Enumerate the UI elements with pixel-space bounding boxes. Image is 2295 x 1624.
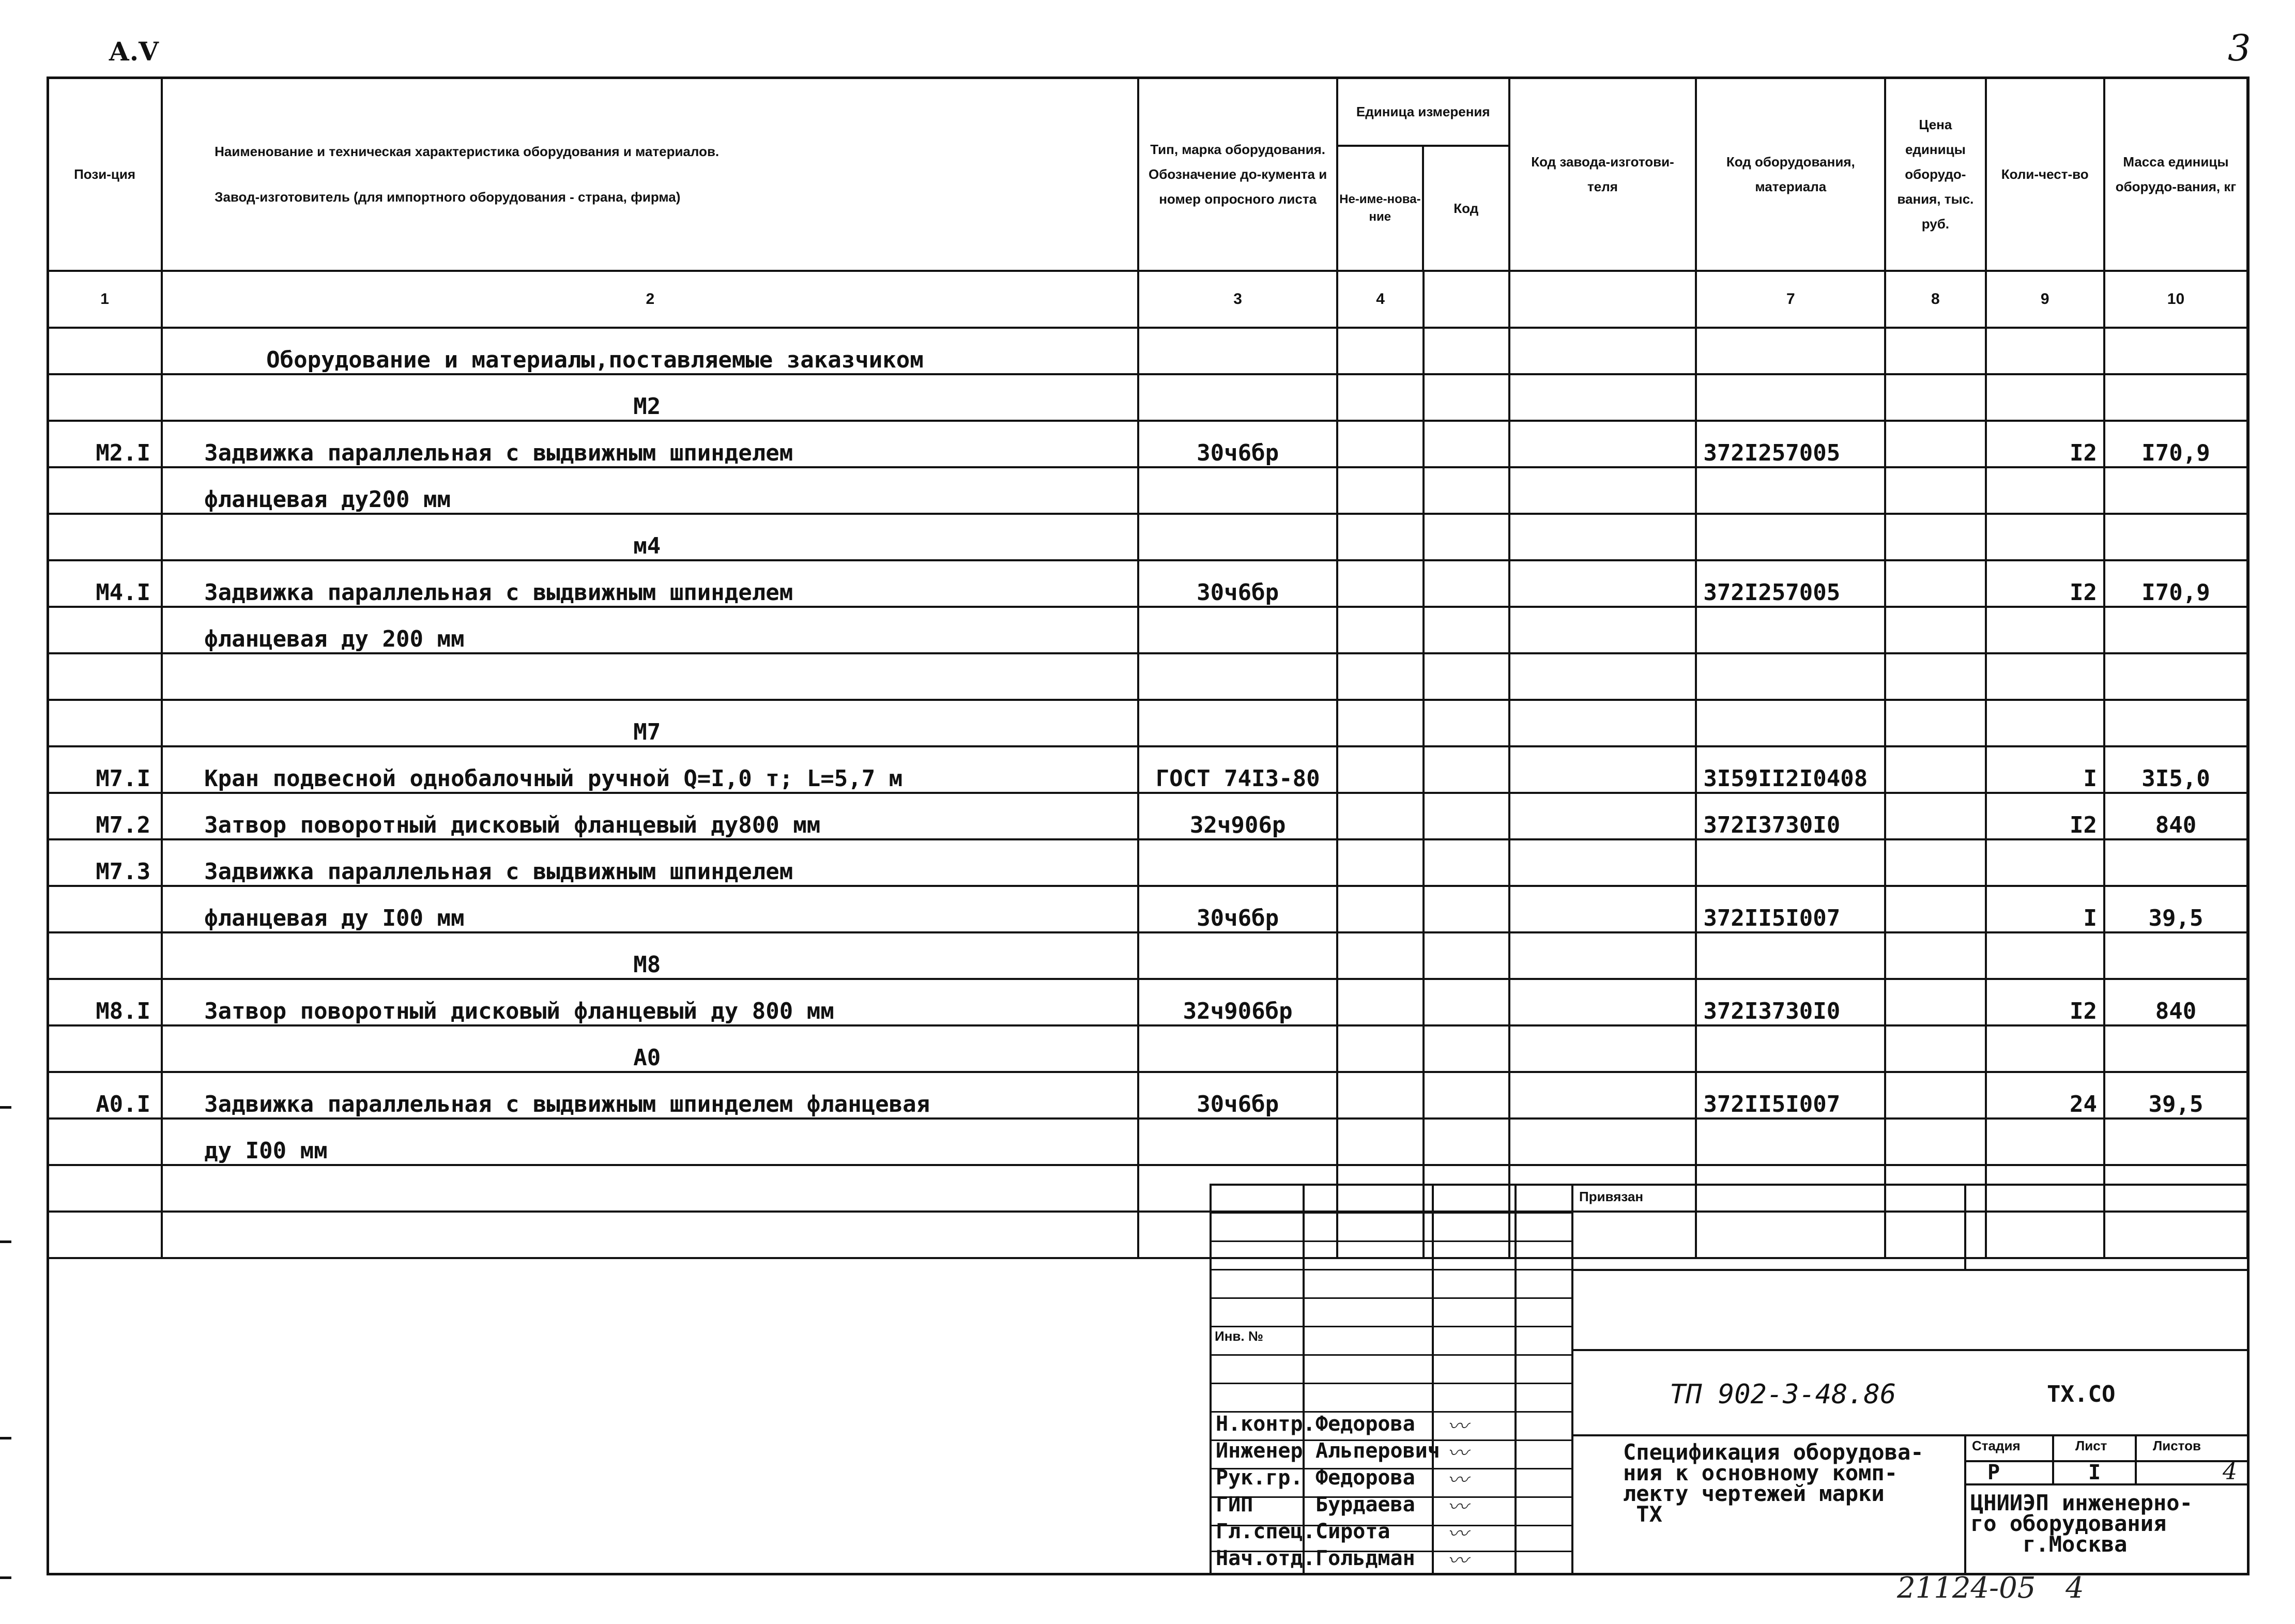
cell-type: 30ч6бр [1138,421,1337,467]
spec-table [47,76,2248,1259]
cell-pos [48,700,162,746]
cell-type [1138,653,1337,700]
cell-unit-code [1424,700,1509,746]
cell-price [1885,700,1985,746]
cell-unit-code [1424,421,1509,467]
doc-title: Спецификация оборудова- ния к основному комп- лекту чертежей марки ТХ [1623,1439,1924,1527]
doc-code: ТП 902-3-48.86 [1670,1379,1896,1410]
cell-type [1138,467,1337,514]
cell-qty: I2 [1986,421,2104,467]
column-number-row [48,271,2247,328]
cell-pos: М2.I [48,421,162,467]
cell-unit-code [1424,1119,1509,1165]
cell-factory-code [1509,839,1696,886]
cell-unit-name [1337,932,1424,979]
cell-name: Задвижка параллельная с выдвижным шпинделем фланцевая [162,1072,1138,1119]
cell-type: 30ч6бр [1138,560,1337,607]
section-row [48,932,2247,979]
cell-equip-code [1696,328,1885,374]
cell-unit-name [1337,839,1424,886]
cell-equip-code [1696,607,1885,653]
header-price: Цена единицы оборудо-вания, тыс. руб. [1885,78,1985,271]
header-equip-code: Код оборудования, материала [1696,78,1885,271]
cell-qty [1986,328,2104,374]
spec-body [48,328,2247,1258]
cell-factory-code [1509,932,1696,979]
table-header-row [48,78,2247,271]
cell-equip-code: 3I59II2I0408 [1696,746,1885,793]
cell-mass [2104,932,2247,979]
cell-name [162,1212,1138,1258]
signature: 〰 [1447,1415,1468,1438]
cell-unit-code [1424,560,1509,607]
cell-pos [48,607,162,653]
signature: 〰 [1447,1549,1468,1573]
header-unit-title: Единица измерения [1338,79,1508,147]
header-name-line1: Наименование и техническая характеристика оборудования и материалов. [215,144,720,159]
cell-pos: М7.3 [48,839,162,886]
cell-mass [2104,467,2247,514]
organization: ЦНИИЭП инженерно- го оборудования г.Москва [1970,1490,2193,1557]
cell-equip-code [1696,839,1885,886]
sheets-value: 4 [2223,1459,2237,1485]
cell-unit-name [1337,560,1424,607]
staff-role: Рук.гр. [1216,1466,1303,1490]
staff-role: Н.контр. [1216,1412,1315,1436]
signature: 〰 [1447,1522,1468,1546]
cell-factory-code [1509,514,1696,560]
section-row [48,514,2247,560]
staff-role: ГИП [1216,1493,1253,1516]
cell-equip-code: 372I3730I0 [1696,979,1885,1025]
table-row [48,839,2247,886]
cell-price [1885,839,1985,886]
cell-unit-code [1424,1072,1509,1119]
table-row [48,1119,2247,1165]
cell-pos: М4.I [48,560,162,607]
cell-qty [1986,1025,2104,1072]
header-qty: Коли-чест-во [1986,78,2104,271]
cell-name: фланцевая ду 200 мм [162,607,1138,653]
signature: 〰 [1447,1468,1468,1492]
corner-mark: А.V [109,36,159,67]
cell-type [1138,700,1337,746]
cell-qty [1986,653,2104,700]
cell-unit-code [1424,979,1509,1025]
cell-unit-code [1424,932,1509,979]
cell-pos [48,328,162,374]
section-title: М8 [162,932,1138,979]
staff-name: Гольдман [1315,1546,1415,1570]
header-factory-code: Код завода-изготови-теля [1509,78,1696,271]
cell-mass [2104,514,2247,560]
cell-mass [2104,1119,2247,1165]
col-num [1509,271,1696,328]
cell-mass [2104,653,2247,700]
cell-price [1885,1072,1985,1119]
cell-factory-code [1509,1072,1696,1119]
cell-price [1885,886,1985,932]
cell-pos: А0.I [48,1072,162,1119]
cell-unit-name [1337,328,1424,374]
cell-qty [1986,839,2104,886]
cell-price [1885,979,1985,1025]
cell-unit-name [1337,746,1424,793]
archive-code-sheet: 4 [2066,1571,2084,1605]
inv-no-label: Инв. № [1215,1328,1263,1344]
section-row [48,374,2247,421]
cell-pos [48,1212,162,1258]
margin-tick [0,1106,11,1109]
cell-type: ГОСТ 74I3-80 [1138,746,1337,793]
staff-name: Бурдаева [1315,1493,1415,1516]
cell-type: 32ч906бр [1138,979,1337,1025]
cell-equip-code: 372II5I007 [1696,1072,1885,1119]
cell-price [1885,467,1985,514]
cell-type [1138,932,1337,979]
header-unit [1337,78,1509,271]
cell-qty [1986,374,2104,421]
cell-factory-code [1509,793,1696,839]
cell-pos: М8.I [48,979,162,1025]
cell-mass: I70,9 [2104,560,2247,607]
section-title: М7 [162,700,1138,746]
cell-unit-name [1337,607,1424,653]
signature: 〰 [1447,1495,1468,1519]
cell-unit-code [1424,746,1509,793]
cell-qty: I2 [1986,793,2104,839]
cell-unit-code [1424,607,1509,653]
cell-type [1138,328,1337,374]
cell-name: ду I00 мм [162,1119,1138,1165]
cell-pos [48,1025,162,1072]
doc-mark: ТХ.СО [2047,1381,2116,1407]
cell-price [1885,374,1985,421]
sheet-number: 3 [2228,27,2251,69]
sheets-label: Листов [2153,1438,2201,1453]
cell-type: 30ч6бр [1138,1072,1337,1119]
cell-type [1138,374,1337,421]
staff-role: Нач.отд. [1216,1546,1315,1570]
col-num [1424,271,1509,328]
cell-qty [1986,932,2104,979]
header-unit-name: Не-име-нова-ние [1338,147,1424,270]
cell-equip-code [1696,653,1885,700]
col-num: 10 [2104,271,2247,328]
cell-qty: I [1986,746,2104,793]
cell-pos: М7.2 [48,793,162,839]
cell-mass [2104,607,2247,653]
signature: 〰 [1447,1442,1468,1465]
section-title: А0 [162,1025,1138,1072]
table-row [48,607,2247,653]
cell-type: 30ч6бр [1138,886,1337,932]
col-num: 1 [48,271,162,328]
cell-qty: I2 [1986,979,2104,1025]
cell-unit-name [1337,514,1424,560]
group-row [48,328,2247,374]
cell-unit-name [1337,793,1424,839]
cell-name: фланцевая ду I00 мм [162,886,1138,932]
cell-price [1885,607,1985,653]
table-row [48,746,2247,793]
cell-name: фланцевая ду200 мм [162,467,1138,514]
cell-price [1885,1119,1985,1165]
archive-code-number: 21124-05 [1897,1571,2036,1605]
cell-name: Задвижка параллельная с выдвижным шпинделем [162,839,1138,886]
cell-type [1138,1119,1337,1165]
stage-value: Р [1987,1461,2000,1484]
col-num: 9 [1986,271,2104,328]
header-type: Тип, марка оборудования. Обозначение до-кумента и номер опросного листа [1138,78,1337,271]
staff-role: Гл.спец. [1216,1520,1315,1543]
cell-type [1138,607,1337,653]
cell-equip-code [1696,932,1885,979]
table-row [48,1072,2247,1119]
cell-factory-code [1509,979,1696,1025]
cell-price [1885,328,1985,374]
cell-equip-code: 372I257005 [1696,421,1885,467]
cell-name: Задвижка параллельная с выдвижным шпинделем [162,421,1138,467]
cell-pos [48,374,162,421]
cell-unit-name [1337,1072,1424,1119]
cell-factory-code [1509,467,1696,514]
group-title: Оборудование и материалы,поставляемые заказчиком [162,328,1138,374]
cell-unit-name [1337,886,1424,932]
cell-name: Затвор поворотный дисковый фланцевый ду 800 мм [162,979,1138,1025]
section-title: М2 [162,374,1138,421]
table-row [48,793,2247,839]
cell-mass: 39,5 [2104,1072,2247,1119]
table-row [48,467,2247,514]
stage-label: Стадия [1972,1438,2021,1453]
cell-mass: 3I5,0 [2104,746,2247,793]
staff-role: Инженер [1216,1439,1303,1463]
cell-unit-code [1424,886,1509,932]
cell-equip-code [1696,514,1885,560]
cell-unit-code [1424,839,1509,886]
col-num: 2 [162,271,1138,328]
cell-price [1885,1025,1985,1072]
cell-mass [2104,328,2247,374]
cell-unit-name [1337,700,1424,746]
cell-factory-code [1509,1025,1696,1072]
cell-unit-code [1424,653,1509,700]
sheet-value: I [2088,1461,2101,1484]
section-row [48,700,2247,746]
cell-factory-code [1509,560,1696,607]
cell-name: Кран подвесной однобалочный ручной Q=I,0 т; L=5,7 м [162,746,1138,793]
cell-pos [48,886,162,932]
cell-factory-code [1509,1119,1696,1165]
cell-factory-code [1509,700,1696,746]
cell-price [1885,421,1985,467]
cell-unit-code [1424,328,1509,374]
cell-equip-code: 372I3730I0 [1696,793,1885,839]
cell-mass: I70,9 [2104,421,2247,467]
staff-name: Сирота [1315,1520,1390,1543]
cell-unit-name [1337,1025,1424,1072]
cell-mass: 840 [2104,793,2247,839]
cell-equip-code [1696,467,1885,514]
margin-tick [0,1576,11,1579]
cell-factory-code [1509,746,1696,793]
cell-price [1885,514,1985,560]
cell-factory-code [1509,653,1696,700]
cell-qty [1986,467,2104,514]
cell-equip-code: 372I257005 [1696,560,1885,607]
cell-unit-code [1424,793,1509,839]
cell-equip-code [1696,1119,1885,1165]
cell-pos [48,1119,162,1165]
cell-qty [1986,700,2104,746]
table-row [48,653,2247,700]
cell-type [1138,514,1337,560]
cell-type: 32ч906р [1138,793,1337,839]
header-name-line2: Завод-изготовитель (для импортного оборудования - страна, фирма) [215,189,681,205]
cell-unit-name [1337,653,1424,700]
privyazan-label: Привязан [1579,1189,1644,1204]
cell-factory-code [1509,886,1696,932]
col-num: 3 [1138,271,1337,328]
table-row [48,979,2247,1025]
cell-name [162,653,1138,700]
cell-pos [48,467,162,514]
cell-qty: I2 [1986,560,2104,607]
header-unit-code: Код [1454,201,1479,216]
cell-unit-code [1424,1025,1509,1072]
cell-factory-code [1509,328,1696,374]
cell-mass [2104,374,2247,421]
cell-unit-code [1424,374,1509,421]
col-num: 7 [1696,271,1885,328]
cell-equip-code [1696,374,1885,421]
staff-name: Федорова [1315,1466,1415,1490]
header-pos: Пози-ция [48,78,162,271]
cell-pos: М7.I [48,746,162,793]
cell-pos [48,1165,162,1212]
header-mass: Масса единицы оборудо-вания, кг [2104,78,2247,271]
cell-mass [2104,1025,2247,1072]
header-name [162,78,1138,271]
cell-unit-name [1337,979,1424,1025]
cell-qty: I [1986,886,2104,932]
cell-unit-name [1337,1119,1424,1165]
cell-qty [1986,1119,2104,1165]
section-title: м4 [162,514,1138,560]
cell-factory-code [1509,421,1696,467]
cell-qty: 24 [1986,1072,2104,1119]
cell-pos [48,932,162,979]
cell-equip-code [1696,1025,1885,1072]
cell-unit-code [1424,467,1509,514]
cell-price [1885,746,1985,793]
table-row [48,886,2247,932]
cell-factory-code [1509,374,1696,421]
table-row [48,560,2247,607]
cell-price [1885,653,1985,700]
cell-unit-name [1337,374,1424,421]
cell-type [1138,1025,1337,1072]
table-row [48,421,2247,467]
staff-name: Федорова [1315,1412,1415,1436]
cell-mass: 840 [2104,979,2247,1025]
col-num: 4 [1337,271,1424,328]
cell-qty [1986,514,2104,560]
margin-tick [0,1437,11,1439]
cell-mass: 39,5 [2104,886,2247,932]
cell-equip-code: 372II5I007 [1696,886,1885,932]
cell-unit-name [1337,421,1424,467]
cell-price [1885,793,1985,839]
cell-factory-code [1509,607,1696,653]
cell-pos [48,514,162,560]
cell-mass [2104,700,2247,746]
cell-unit-code [1424,514,1509,560]
section-row [48,1025,2247,1072]
cell-qty [1986,607,2104,653]
cell-price [1885,560,1985,607]
cell-price [1885,932,1985,979]
margin-tick [0,1240,11,1243]
archive-code [1897,1571,2084,1605]
col-num: 8 [1885,271,1985,328]
cell-pos [48,653,162,700]
cell-type [1138,839,1337,886]
cell-equip-code [1696,700,1885,746]
staff-name: Альперович [1315,1439,1440,1463]
cell-name: Задвижка параллельная с выдвижным шпинделем [162,560,1138,607]
cell-unit-name [1337,467,1424,514]
cell-mass [2104,839,2247,886]
sheet-label: Лист [2075,1438,2107,1453]
cell-name: Затвор поворотный дисковый фланцевый ду800 мм [162,793,1138,839]
cell-name [162,1165,1138,1212]
